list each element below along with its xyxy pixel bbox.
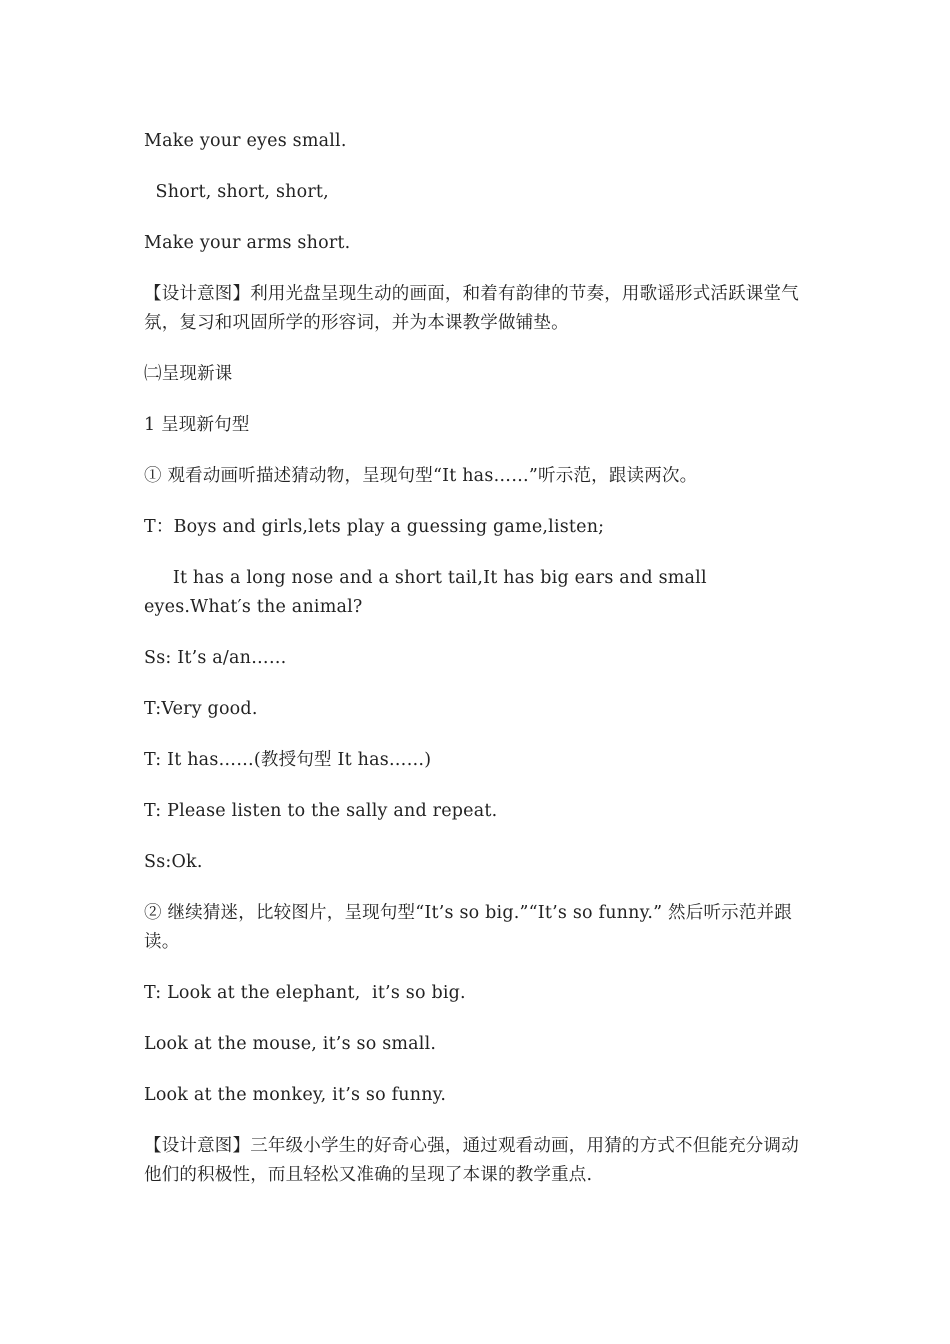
section-heading: ㈡呈现新课 bbox=[144, 364, 233, 384]
dialogue-line-3: Ss: It’s a/an…… bbox=[144, 648, 287, 668]
dialogue-line-4: T:Very good. bbox=[144, 699, 258, 719]
step-2-paragraph: ② 继续猜迷，比较图片，呈现句型“It’s so big.”“It’s so funny.” 然后听示范并跟读。 bbox=[144, 903, 792, 952]
dialogue-line-10: Look at the monkey, it’s so funny. bbox=[144, 1085, 447, 1105]
song-line-3: Make your arms short. bbox=[144, 233, 351, 253]
song-line-2: Short, short, short, bbox=[144, 182, 329, 202]
design-intent-paragraph-1: 【设计意图】利用光盘呈现生动的画面，和着有韵律的节奏，用歌谣形式活跃课堂气氛，复习和巩固所学的形容词，并为本课教学做铺垫。 bbox=[144, 284, 799, 333]
subsection-heading: 1 呈现新句型 bbox=[144, 415, 250, 435]
dialogue-line-2: It has a long nose and a short tail,It has big ears and small eyes.What′s the animal? bbox=[144, 568, 713, 617]
dialogue-line-1: T：Boys and girls,lets play a guessing game,listen; bbox=[144, 517, 605, 537]
dialogue-line-9: Look at the mouse, it’s so small. bbox=[144, 1034, 437, 1054]
design-intent-paragraph-2: 【设计意图】三年级小学生的好奇心强，通过观看动画，用猜的方式不但能充分调动他们的积极性，而且轻松又准确的呈现了本课的教学重点. bbox=[144, 1136, 799, 1185]
step-1-paragraph: ① 观看动画听描述猜动物，呈现句型“It has……”听示范，跟读两次。 bbox=[144, 466, 698, 486]
dialogue-line-6: T: Please listen to the sally and repeat. bbox=[144, 801, 498, 821]
dialogue-line-5: T: It has……(教授句型 It has……) bbox=[144, 750, 432, 770]
song-line-1: Make your eyes small. bbox=[144, 131, 347, 151]
dialogue-line-8: T: Look at the elephant, it’s so big. bbox=[144, 983, 466, 1003]
dialogue-line-7: Ss:Ok. bbox=[144, 852, 203, 872]
